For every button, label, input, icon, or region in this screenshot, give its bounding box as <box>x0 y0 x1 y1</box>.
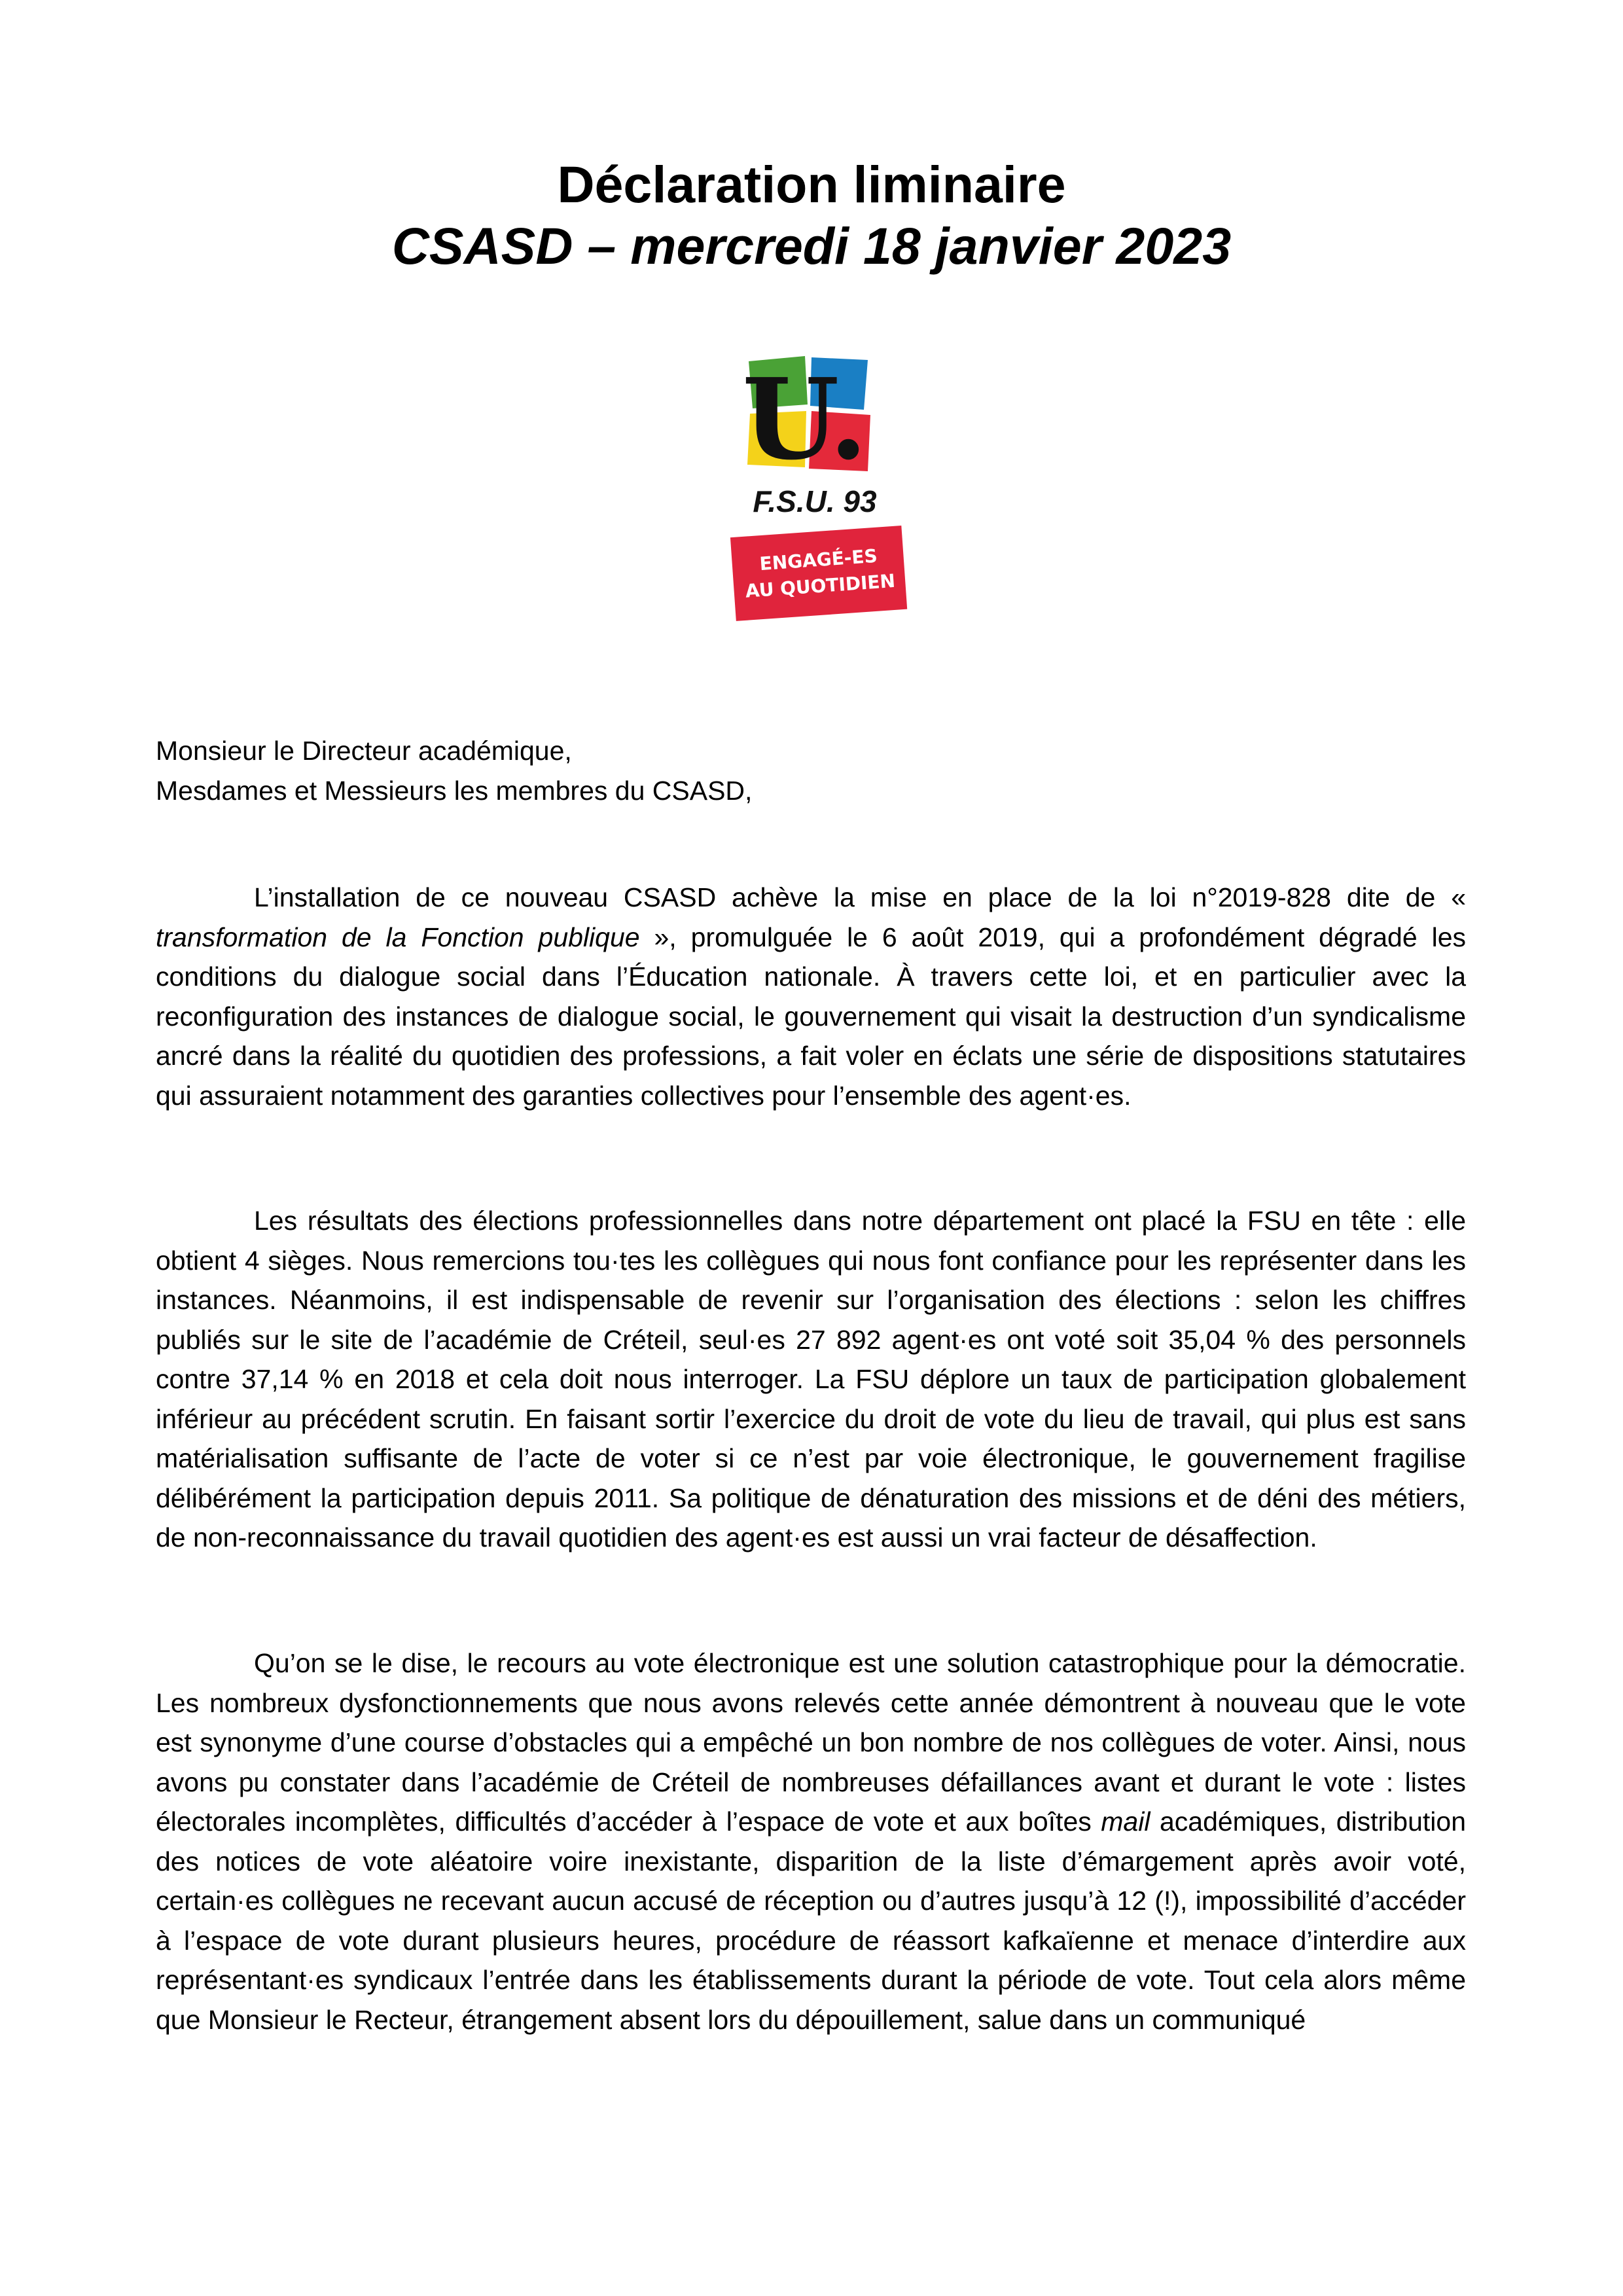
logo-org-name: F.S.U. 93 <box>753 484 877 518</box>
logo-slogan-line2: AU QUOTIDIEN <box>744 569 896 602</box>
fsu93-logo <box>707 340 923 641</box>
paragraph-1-part-b: », promulguée le 6 août 2019, qui a profondément dégradé les conditions du dialogue social dans l’Éducation nationale. À travers cette loi, et en particulier avec la reconfiguration des instances de dialogue social, le gouvernement qui visait la destruction d’un syndicalisme ancré dans la réalité du quotidien des professions, a fait voler en éclats une série de dispositions statutaires qui assuraient notamment des garanties collectives pour l’ensemble des agent·es. <box>156 922 1466 1111</box>
salutation <box>156 731 752 811</box>
paragraph-3 <box>156 1643 1466 2039</box>
logo-slogan-line1: ENGAGÉ-ES <box>758 545 878 575</box>
paragraph-3-italic: mail <box>1101 1806 1150 1837</box>
paragraph-2: Les résultats des élections professionnelles dans notre département ont placé la FSU en tête : elle obtient 4 sièges. Nous remercions tou·tes les collègues qui nous font confiance pour les représenter dans les instances. Néanmoins, il est indispensable de revenir sur l’organisation des élections : selon les chiffres publiés sur le site de l’académie de Créteil, seul·es 27 892 agent·es ont voté soit 35,04 % des personnels contre 37,14 % en 2018 et cela doit nous interroger. La FSU déplore un taux de participation globalement inférieur au précédent scrutin. En faisant sortir l’exercice du droit de vote du lieu de travail, qui plus est sans matérialisation suffisante de l’acte de voter si ce n’est par voie électronique, le gouvernement fragilise délibérément la participation depuis 2011. Sa politique de dénaturation des missions et de déni des métiers, de non-reconnaissance du travail quotidien des agent·es est aussi un vrai facteur de désaffection. <box>156 1206 1466 1552</box>
salutation-line1: Monsieur le Directeur académique, <box>156 736 572 766</box>
paragraph-1-part-a: L’installation de ce nouveau CSASD achève la mise en place de la loi n°2019-828 dite de « <box>254 882 1466 912</box>
paragraph-3-part-a: Qu’on se le dise, le recours au vote électronique est une solution catastrophique pour la démocratie. Les nombreux dysfonctionnements que nous avons relevés cette année démontrent à nouveau que le vote est synonyme d’une course d’obstacles qui a empêché un bon nombre de nos collègues de voter. Ainsi, nous avons pu constater dans l’académie de Créteil de nombreuses défaillances avant et durant le vote : listes électorales incomplètes, difficultés d’accéder à l’espace de vote et aux boîtes <box>156 1648 1466 1837</box>
page-title-line1: Déclaration liminaire <box>557 155 1066 213</box>
logo-letter: U. <box>742 354 868 485</box>
page-title-line2: CSASD – mercredi 18 janvier 2023 <box>391 217 1232 275</box>
paragraph-1-italic: transformation de la Fonction publique <box>156 922 640 952</box>
paragraph-1 <box>156 878 1466 1115</box>
salutation-line2: Mesdames et Messieurs les membres du CSASD, <box>156 776 753 806</box>
paragraph-3-part-b: académiques, distribution des notices de vote aléatoire voire inexistante, disparition de la liste d’émargement après avoir voté, certain·es collègues ne recevant aucun accusé de réception ou d’autres jusqu’à 12 (!), impossibilité d’accéder à l’espace de vote durant plusieurs heures, procédure de réassort kafkaïenne et menace d’interdire aux représentant·es syndicaux l’entrée dans les établissements durant la période de vote. Tout cela alors même que Monsieur le Recteur, étrangement absent lors du dépouillement, salue dans un communiqué <box>156 1806 1467 2035</box>
